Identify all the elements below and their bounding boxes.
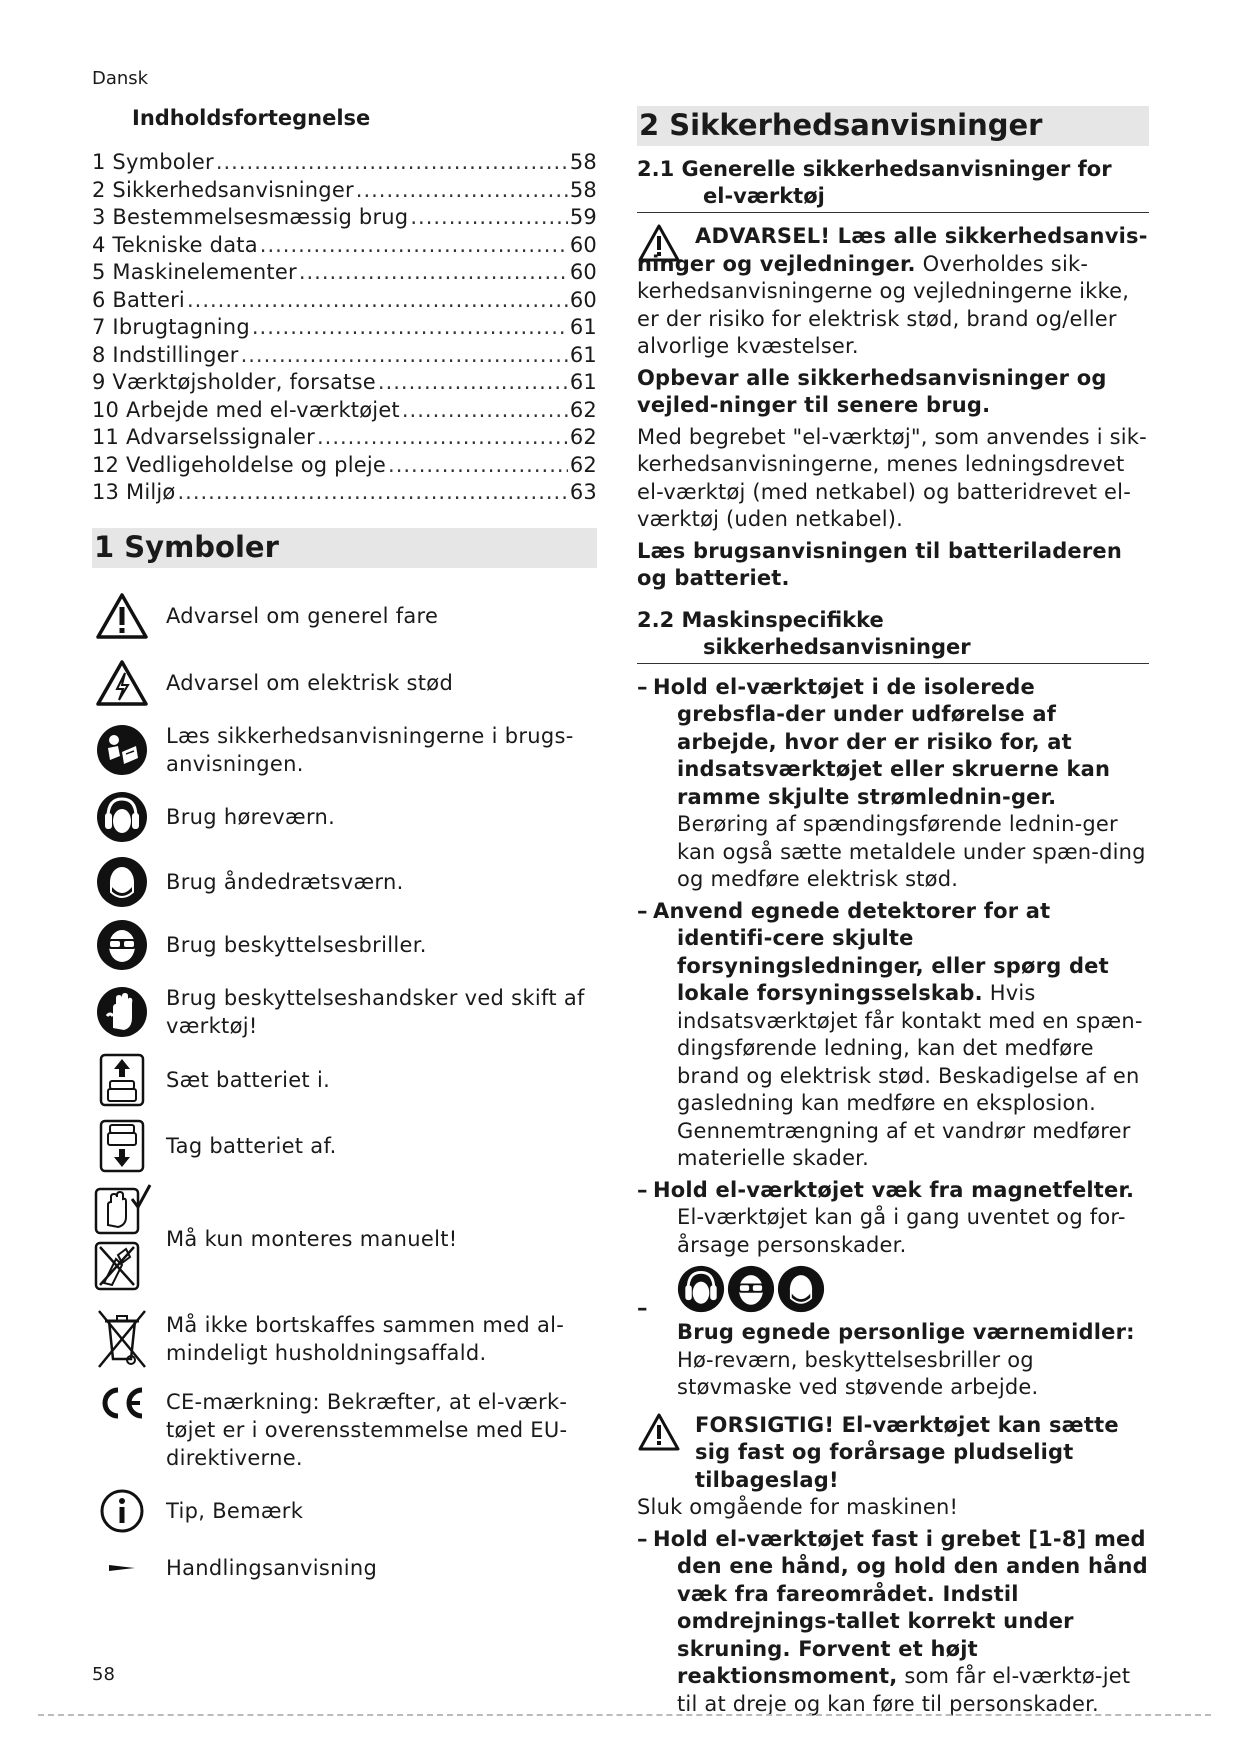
safety-glasses-icon: [727, 1265, 775, 1313]
list-item: Handlingsanvisning: [92, 1542, 597, 1594]
read-manual-icon: [92, 724, 152, 776]
toc-item[interactable]: 5 Maskinelementer ..... 60: [92, 260, 597, 288]
left-column: [92, 106, 597, 1594]
list-item: – Hold el-værktøjet i de isolerede grebsfla-der under udførelse af arbejde, hvor der er risiko for, at indsatsværktøjet eller skruerne kan ramme skjulte strømlednin-ger. Berøring af spændingsførende lednin-ger kan også sætte metaldele under spæn-ding og medføre elektrisk stød.: [637, 674, 1146, 891]
action-arrow-icon: [92, 1562, 152, 1574]
list-item: Advarsel om elektrisk stød: [92, 650, 597, 716]
list-item: Sæt batteriet i.: [92, 1048, 597, 1112]
list-item: Tip, Bemærk: [92, 1480, 597, 1542]
list-item: Brug høreværn.: [92, 784, 597, 850]
warning-paragraph: ADVARSEL! Læs alle sikkerhedsanvis-ninger og vejledninger. Overholdes sik-kerhedsanvisningerne og vejledningerne ikke, er der risiko for elektrisk stød, brand og/eller alvorlige kvæstelser.: [637, 223, 1149, 361]
insert-battery-icon: [92, 1053, 152, 1107]
list-item: – Brug egnede personlige værnemidler: Hø-reværn, beskyttelsesbriller og støvmaske ved støvende arbejde.: [637, 1265, 1149, 1402]
toc-item[interactable]: 7 Ibrugtagning ..... 61: [92, 315, 597, 343]
toc-item[interactable]: 13 Miljø ..... 63: [92, 480, 597, 508]
list-item: Brug åndedrætsværn.: [92, 850, 597, 914]
language-label: Dansk: [92, 68, 149, 89]
toc-item[interactable]: 8 Indstillinger ..... 61: [92, 343, 597, 371]
list-item: Tag batteriet af.: [92, 1112, 597, 1180]
right-column: [637, 106, 1149, 1722]
list-item: CE-mærkning: Bekræfter, at el-værk-tøjet er i overensstemmelse med EU-direktiverne.: [92, 1380, 597, 1480]
manual-mount-icon: [92, 1183, 152, 1295]
toc-item[interactable]: 10 Arbejde med el-værktøjet ..... 62: [92, 398, 597, 426]
list-item: Må ikke bortskaffes sammen med al-mindeligt husholdningsaffald.: [92, 1298, 597, 1380]
section-heading-symbols: 1 Symboler: [92, 528, 597, 568]
toc-item[interactable]: 12 Vedligeholdelse og pleje ..... 62: [92, 453, 597, 481]
list-item: Brug beskyttelseshandsker ved skift af værktøj!: [92, 976, 597, 1048]
section-heading-safety: 2 Sikkerhedsanvisninger: [637, 106, 1149, 146]
page-number: 58: [92, 1664, 115, 1685]
list-item: Advarsel om generel fare: [92, 582, 597, 650]
toc-item[interactable]: 11 Advarselssignaler ..... 62: [92, 425, 597, 453]
crossed-bin-icon: [92, 1309, 152, 1369]
respirator-icon: [92, 856, 152, 908]
list-item: Læs sikkerhedsanvisningerne i brugs-anvisningen.: [92, 716, 597, 784]
list-item: Brug beskyttelsesbriller.: [92, 914, 597, 976]
keep-instructions: Opbevar alle sikkerhedsanvisninger og vejled-ninger til senere brug.: [637, 365, 1107, 417]
toc-item[interactable]: 6 Batteri ..... 60: [92, 288, 597, 316]
warning-triangle-icon: [92, 592, 152, 640]
definition-paragraph: Med begrebet "el-værktøj", som anvendes i sik-kerhedsanvisningerne, menes ledningsdrevet el-værktøj (med netkabel) og batteridrevet el-værktøj (uden netkabel).: [637, 424, 1147, 531]
warning-triangle-icon: [637, 1412, 695, 1495]
toc-item[interactable]: 2 Sikkerhedsanvisninger ..... 58: [92, 178, 597, 206]
gloves-icon: [92, 986, 152, 1038]
subsection-heading-2-2: 2.2 Maskinspecifikke sikkerhedsanvisninger: [637, 607, 1149, 664]
ear-protection-icon: [92, 791, 152, 843]
electric-shock-icon: [92, 659, 152, 707]
safety-glasses-icon: [92, 919, 152, 971]
table-of-contents: [92, 150, 597, 508]
info-icon: [92, 1488, 152, 1534]
toc-item[interactable]: 4 Tekniske data ..... 60: [92, 233, 597, 261]
list-item: Må kun monteres manuelt!: [92, 1180, 597, 1298]
toc-item[interactable]: 1 Symboler ..... 58: [92, 150, 597, 178]
subsection-heading-2-1: 2.1 Generelle sikkerhedsanvisninger for el-værktøj: [637, 156, 1149, 213]
list-item: – Hold el-værktøjet væk fra magnetfelter. El-værktøjet kan gå i gang uventet og for-årsage personskader.: [637, 1177, 1135, 1257]
ear-protection-icon: [677, 1265, 725, 1313]
divider: [38, 1714, 1211, 1716]
caution-paragraph: FORSIGTIG! El-værktøjet kan sætte sig fast og forårsage pludseligt tilbageslag! Sluk omgående for maskinen!: [637, 1412, 1119, 1519]
list-item: – Hold el-værktøjet fast i grebet [1-8] med den ene hånd, og hold den anden hånd væk fra fareområdet. Indstil omdrejnings-tallet korrekt under skruning. Forvent et højt reaktionsmoment, som får el-værktø-jet til at dreje og kan føre til personskader.: [637, 1526, 1148, 1716]
toc-item[interactable]: 9 Værktøjsholder, forsatse ..... 61: [92, 370, 597, 398]
ppe-icons: [677, 1265, 1149, 1313]
respirator-icon: [777, 1265, 825, 1313]
toc-item[interactable]: 3 Bestemmelsesmæssig brug ..... 59: [92, 205, 597, 233]
toc-title: Indholdsfortegnelse: [132, 106, 371, 130]
read-manual-note: Læs brugsanvisningen til batteriladeren og batteriet.: [637, 538, 1123, 590]
remove-battery-icon: [92, 1119, 152, 1173]
ce-mark-icon: [92, 1380, 152, 1420]
list-item: – Anvend egnede detektorer for at identifi-cere skjulte forsyningsledninger, eller spørg det lokale forsyningsselskab. Hvis indsatsværktøjet får kontakt med en spæn-dingsførende ledning, kan det medføre brand og elektrisk stød. Beskadigelse af en gasledning kan medføre en eksplosion. Gennemtrængning af et vandrør medfører materielle skader.: [637, 898, 1143, 1170]
symbols-list: [92, 582, 597, 1594]
